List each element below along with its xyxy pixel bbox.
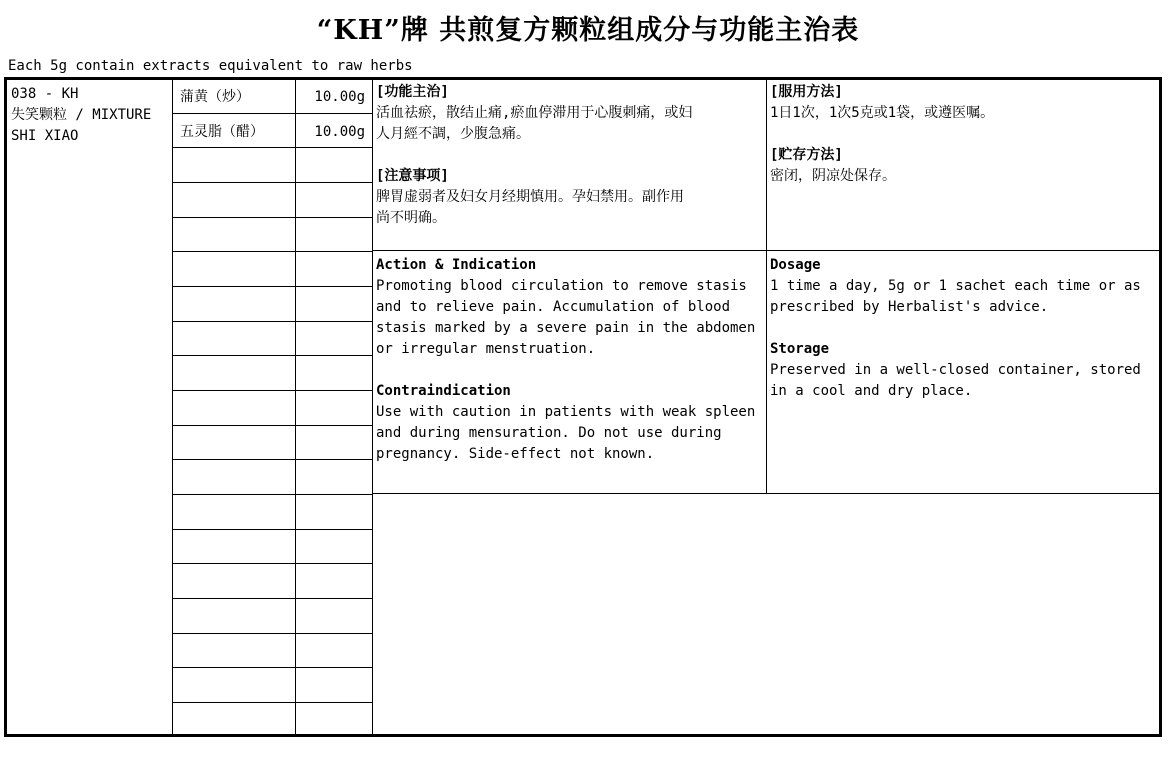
herb-row-line [173, 113, 372, 114]
herb-row-line [173, 251, 372, 252]
herb-row-line [173, 182, 372, 183]
product-pinyin: SHI XIAO [11, 128, 79, 144]
herb-row-line [173, 217, 372, 218]
en-dosage-heading: Dosage [770, 257, 821, 273]
herb-row-line [173, 598, 372, 599]
herb-row-line [173, 147, 372, 148]
herb-dose: 10.00g [314, 89, 365, 105]
cn-storage-text: 密闭，阴凉处保存。 [770, 168, 896, 184]
herb-row-line [173, 633, 372, 634]
en-action-text: Promoting blood circulation to remove stasis [376, 278, 747, 294]
herb-row-line [173, 459, 372, 460]
col-divider-herb [295, 80, 296, 734]
en-storage-text: in a cool and dry place. [770, 383, 973, 399]
herb-row-line [173, 494, 372, 495]
product-id [11, 84, 151, 147]
herb-row-line [173, 390, 372, 391]
herb-row-line [173, 355, 372, 356]
en-dosage-block [770, 255, 1155, 402]
herb-dose: 10.00g [314, 124, 365, 140]
cn-dosage-block [770, 82, 1155, 187]
page-subtitle: Each 5g contain extracts equivalent to raw herbs [8, 58, 413, 74]
en-storage-text: Preserved in a well-closed container, stored [770, 362, 1141, 378]
en-action-text: or irregular menstruation. [376, 341, 596, 357]
en-contra-text: Use with caution in patients with weak spleen [376, 404, 756, 420]
cn-dosage-text: 1日1次，1次5克或1袋，或遵医嘱。 [770, 105, 995, 121]
en-contra-heading: Contraindication [376, 383, 511, 399]
col-divider-info [766, 80, 767, 493]
col-divider-dose [372, 80, 373, 734]
en-storage-heading: Storage [770, 341, 830, 357]
herb-name: 蒲黄（炒） [180, 89, 250, 105]
en-action-block [376, 255, 766, 465]
herb-row-line [173, 563, 372, 564]
en-dosage-text: prescribed by Herbalist's advice. [770, 299, 1049, 315]
info-row-divider [373, 250, 1159, 251]
product-code: 038 - KH [11, 86, 79, 102]
herb-row-line [173, 529, 372, 530]
cn-caution-text: 尚不明确。 [376, 210, 446, 226]
herb-row-line [173, 425, 372, 426]
herb-row-line [173, 702, 372, 703]
cn-caution-heading: [注意事项] [376, 168, 449, 184]
cn-storage-heading: [贮存方法] [770, 147, 843, 163]
herb-row-line [173, 667, 372, 668]
en-action-heading: Action & Indication [376, 257, 537, 273]
cn-action-text: 人月經不調，少腹急痛。 [376, 126, 530, 142]
en-action-text: and to relieve pain. Accumulation of blood [376, 299, 731, 315]
col-divider-code [172, 80, 173, 734]
cn-action-heading: [功能主治] [376, 84, 449, 100]
page-title: “KH”牌 共煎复方颗粒组成分与功能主治表 [316, 15, 860, 46]
en-action-text: stasis marked by a severe pain in the abdomen [376, 320, 756, 336]
en-dosage-text: 1 time a day, 5g or 1 sachet each time or as [770, 278, 1141, 294]
info-bottom-divider [373, 493, 1159, 494]
herb-name: 五灵脂（醋） [180, 124, 264, 140]
en-contra-text: and during mensuration. Do not use during [376, 425, 722, 441]
en-contra-text: pregnancy. Side-effect not known. [376, 446, 655, 462]
cn-dosage-heading: [服用方法] [770, 84, 843, 100]
herb-row-line [173, 286, 372, 287]
herb-row-line [173, 321, 372, 322]
cn-action-text: 活血祛瘀，散结止痛,瘀血停滞用于心腹刺痛，或妇 [376, 105, 693, 121]
cn-action-block [376, 82, 766, 229]
formula-table [4, 77, 1162, 737]
cn-caution-text: 脾胃虚弱者及妇女月经期慎用。孕妇禁用。副作用 [376, 189, 684, 205]
product-name: 失笑颗粒 / MIXTURE [11, 107, 152, 123]
